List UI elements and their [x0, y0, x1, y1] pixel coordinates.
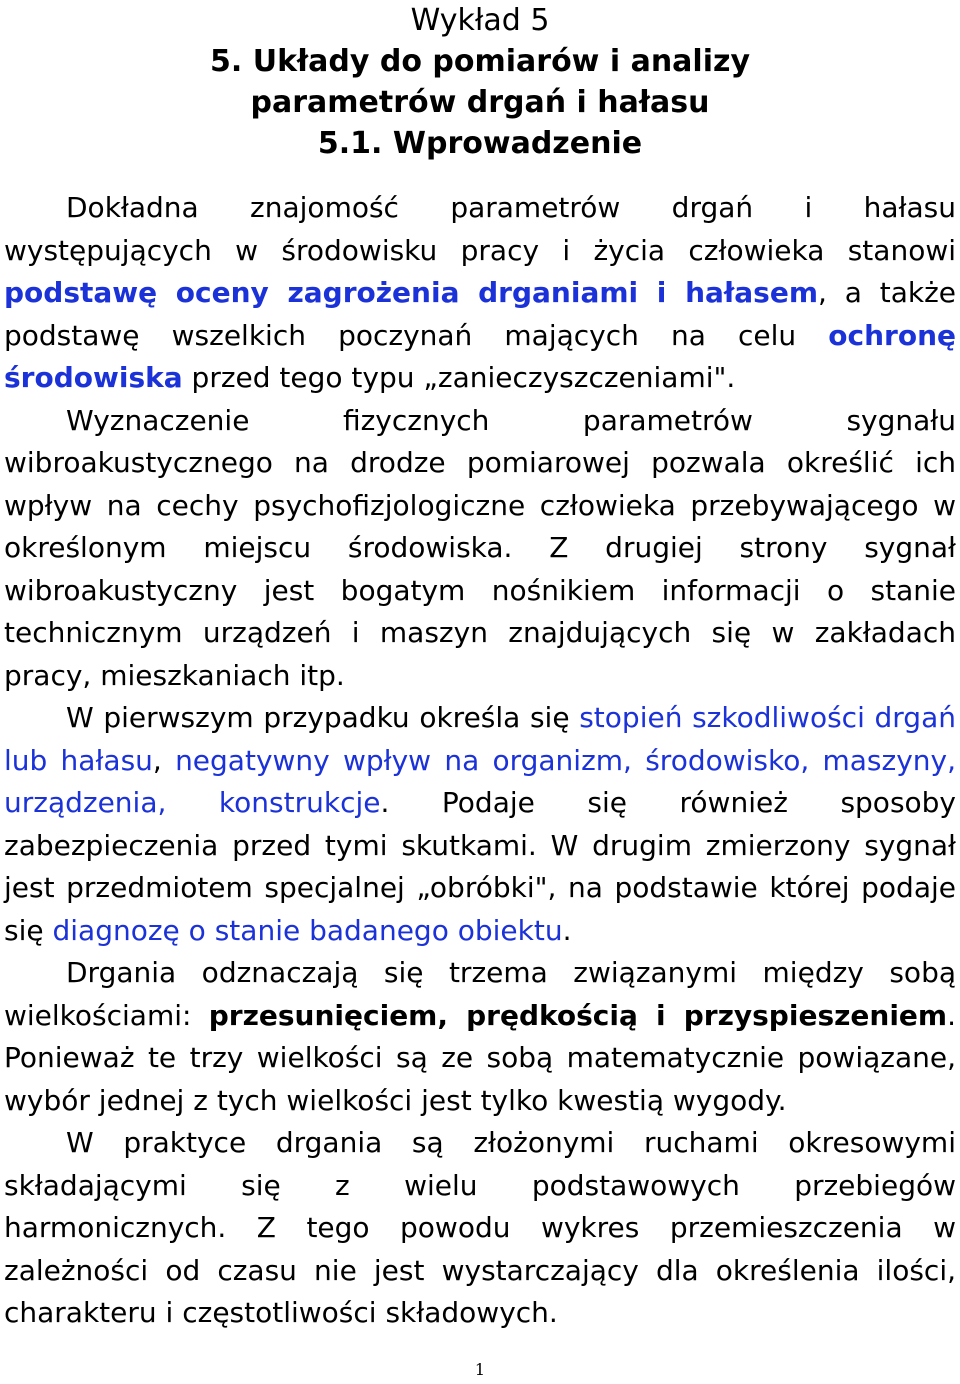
- section-title: 5.1. Wprowadzenie: [317, 126, 643, 161]
- paragraph-4: [4, 952, 956, 1122]
- paragraph-3: [4, 697, 956, 952]
- paragraph-5: [4, 1122, 956, 1335]
- p1-highlight-2: ochronę środowiska: [4, 318, 956, 394]
- page-number: 1: [474, 1360, 486, 1379]
- p1-text-1: Dokładna znajomość parametrów drgań i hałasu występujących w środowisku pracy i życia człowieka stanowi: [4, 191, 956, 267]
- title-block: [0, 0, 960, 164]
- p5-text-1: W praktyce drgania są złożonymi ruchami okresowymi składającymi się z wielu podstawowych przebiegów harmonicznych. Z tego powodu wykres przemieszczenia w zależności od czasu nie jest wystarczający dla określenia ilości, charakteru i częstotliwości składowych.: [4, 1126, 956, 1329]
- p3-text-4: .: [562, 913, 572, 947]
- p4-text-1: Drgania odznaczają się trzema związanymi między sobą wielkościami:: [4, 956, 956, 1032]
- p1-text-2: , a także podstawę wszelkich poczynań mających na celu: [4, 276, 956, 352]
- p3-highlight-3: diagnozę o stanie badanego obiektu: [52, 913, 563, 947]
- lecture-title: Wykład 5: [410, 3, 550, 38]
- p3-text-1: W pierwszym przypadku określa się: [66, 701, 580, 734]
- p1-text-3: przed tego typu „zanieczyszczeniami".: [182, 361, 736, 394]
- paragraph-1: [4, 187, 956, 400]
- p4-bold-1: przesunięciem, prędkością i przyspieszeniem: [208, 998, 948, 1032]
- body-text: [4, 187, 956, 1335]
- chapter-title-continued: parametrów drgań i hałasu: [250, 85, 710, 120]
- chapter-title: 5. Układy do pomiarów i analizy: [210, 44, 750, 79]
- p1-highlight-1: podstawę oceny zagrożenia drganiami i hałasem: [4, 276, 819, 309]
- p3-highlight-2: negatywny wpływ na organizm, środowisko, maszyny, urządzenia, konstrukcje: [4, 743, 956, 819]
- p3-highlight-1: stopień szkodliwości drgań lub hałasu: [4, 701, 956, 777]
- p4-text-2: . Ponieważ te trzy wielkości są ze sobą matematycznie powiązane, wybór jednej z tych wielkości jest tylko kwestią wygody.: [4, 998, 956, 1117]
- p3-text-3: . Podaje się również sposoby zabezpieczenia przed tymi skutkami. W drugim zmierzony sygnał jest przedmiotem specjalnej „obróbki", na podstawie której podaje się: [4, 786, 957, 947]
- p3-text-2: ,: [152, 743, 176, 777]
- p2-text-1: Wyznaczenie fizycznych parametrów sygnału wibroakustycznego na drodze pomiarowej pozwala określić ich wpływ na cechy psychofizjologiczne człowieka przebywającego w określonym miejscu środowiska. Z drugiej strony sygnał wibroakustyczny jest bogatym nośnikiem informacji o stanie technicznym urządzeń i maszyn znajdujących się w zakładach pracy, mieszkaniach itp.: [4, 403, 956, 692]
- paragraph-2: [4, 400, 956, 698]
